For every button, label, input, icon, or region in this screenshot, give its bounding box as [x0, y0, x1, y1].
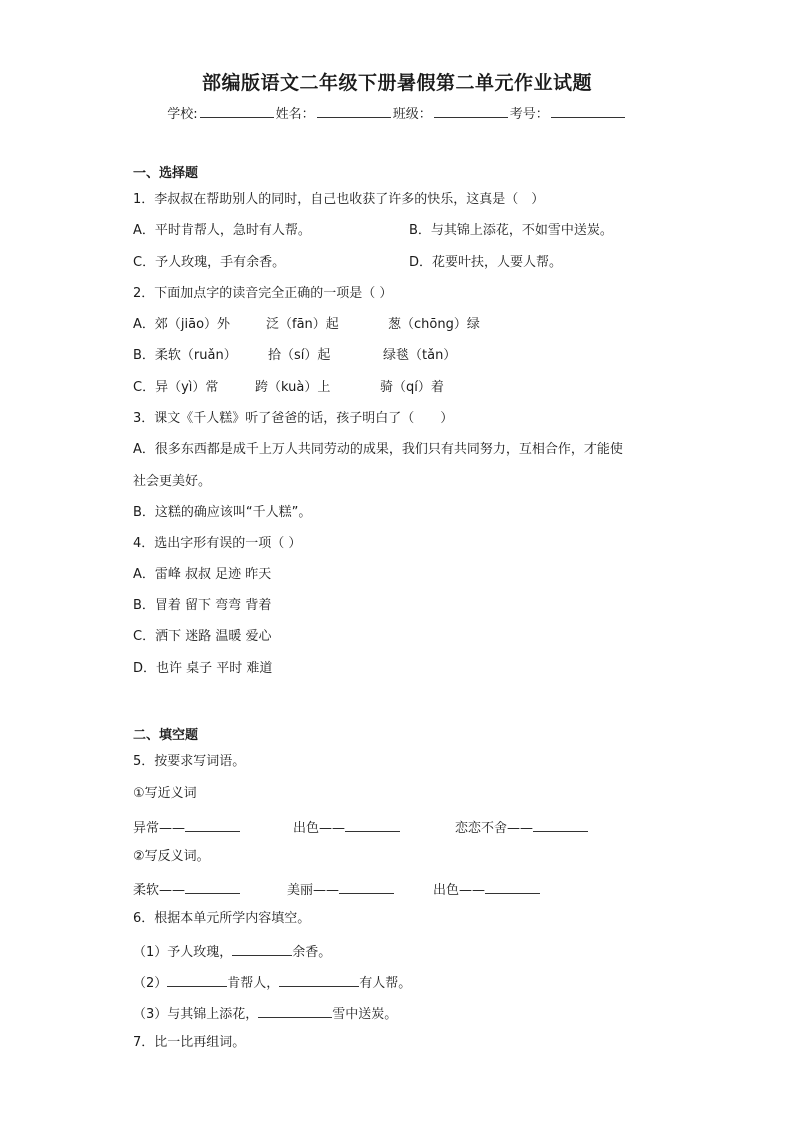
- class-blank[interactable]: [434, 103, 508, 118]
- q6-line-1-text-b: 余香。: [292, 945, 332, 960]
- q7-stem: 7．比一比再组词。: [133, 1035, 246, 1050]
- q5-synonym-3: [455, 817, 588, 838]
- q1-option-a: A．平时肯帮人，急时有人帮。: [133, 223, 311, 238]
- q2-option-b-1: B．柔软（ruǎn）: [133, 348, 237, 363]
- q6-line-3-blank[interactable]: [258, 1003, 332, 1018]
- class-label: 班级：: [392, 107, 432, 122]
- q5-synonym-1: [133, 817, 240, 838]
- q5-antonym-1-label: 柔软——: [133, 883, 186, 898]
- q6-line-1: [133, 941, 331, 962]
- q5-antonym-1-blank[interactable]: [185, 879, 240, 894]
- name-label: 姓名：: [275, 107, 315, 122]
- q5-synonym-2: [293, 817, 400, 838]
- q6-line-1-text-a: （1）予人玫瑰，: [133, 945, 233, 960]
- q2-option-c-3: 骑（qí）着: [380, 380, 444, 395]
- q6-line-3-text-a: （3）与其锦上添花，: [133, 1007, 259, 1022]
- section-heading-fill: 二、填空题: [133, 728, 199, 743]
- q6-line-3-text-b: 雪中送炭。: [332, 1007, 398, 1022]
- q2-option-c-2: 跨（kuà）上: [255, 380, 331, 395]
- q2-option-a-1: A．郊（jiāo）外: [133, 317, 231, 332]
- student-info-row: [0, 103, 794, 122]
- q1-stem: 1．李叔叔在帮助别人的同时，自己也收获了许多的快乐，这真是（ ）: [133, 192, 545, 207]
- name-blank[interactable]: [317, 103, 391, 118]
- page-title: 部编版语文二年级下册暑假第二单元作业试题: [201, 72, 592, 94]
- q1-option-d: D．花要叶扶，人要人帮。: [409, 255, 563, 270]
- q4-option-d: D．也许 桌子 平时 难道: [133, 661, 273, 676]
- q6-line-3: [133, 1003, 397, 1024]
- q5-sub-synonyms: ①写近义词: [133, 786, 197, 801]
- q4-option-b: B．冒着 留下 弯弯 背着: [133, 598, 272, 613]
- q5-antonym-2-blank[interactable]: [339, 879, 394, 894]
- q6-stem: 6．根据本单元所学内容填空。: [133, 911, 311, 926]
- q3-option-a-line1: A．很多东西都是成千上万人共同劳动的成果，我们只有共同努力，互相合作，才能使: [133, 442, 623, 457]
- q5-antonym-3-blank[interactable]: [485, 879, 540, 894]
- q6-line-2-blank-2[interactable]: [279, 972, 359, 987]
- q5-sub-antonyms: ②写反义词。: [133, 849, 210, 864]
- q5-synonym-3-label: 恋恋不舍——: [455, 821, 534, 836]
- q5-antonym-1: [133, 879, 240, 900]
- q5-synonym-1-label: 异常——: [133, 821, 186, 836]
- q6-line-2-text-a: （2）: [133, 976, 168, 991]
- q5-antonym-2: [287, 879, 394, 900]
- q6-line-2: [133, 972, 411, 993]
- q4-option-c: C．洒下 迷路 温暖 爱心: [133, 629, 272, 644]
- q5-synonym-2-label: 出色——: [293, 821, 346, 836]
- section-heading-choice: 一、选择题: [133, 166, 199, 181]
- q6-line-1-blank[interactable]: [232, 941, 292, 956]
- number-blank[interactable]: [551, 103, 625, 118]
- q6-line-2-text-b: 肯帮人，: [227, 976, 280, 991]
- q5-synonym-3-blank[interactable]: [533, 817, 588, 832]
- q2-option-a-3: 葱（chōng）绿: [388, 317, 480, 332]
- q3-option-a-line2: 社会更美好。: [133, 474, 212, 489]
- school-blank[interactable]: [200, 103, 274, 118]
- q1-option-b: B．与其锦上添花，不如雪中送炭。: [409, 223, 613, 238]
- q2-option-b-2: 拾（sí）起: [268, 348, 331, 363]
- q5-antonym-2-label: 美丽——: [287, 883, 340, 898]
- q5-antonym-3-label: 出色——: [433, 883, 486, 898]
- q5-synonym-1-blank[interactable]: [185, 817, 240, 832]
- q4-option-a: A．雷峰 叔叔 足迹 昨天: [133, 567, 272, 582]
- q5-antonym-3: [433, 879, 540, 900]
- q5-stem: 5．按要求写词语。: [133, 754, 246, 769]
- q4-stem: 4．选出字形有误的一项（ ）: [133, 536, 302, 551]
- q2-option-b-3: 绿毯（tǎn）: [383, 348, 457, 363]
- q6-line-2-text-c: 有人帮。: [359, 976, 412, 991]
- q6-line-2-blank-1[interactable]: [167, 972, 227, 987]
- q3-stem: 3．课文《千人糕》听了爸爸的话，孩子明白了（ ）: [133, 411, 454, 426]
- q3-option-b: B．这糕的确应该叫“千人糕”。: [133, 505, 312, 520]
- number-label: 考号：: [509, 107, 549, 122]
- q2-option-c-1: C．异（yì）常: [133, 380, 219, 395]
- q5-synonym-2-blank[interactable]: [345, 817, 400, 832]
- school-label: 学校:: [167, 107, 198, 122]
- q1-option-c: C．予人玫瑰，手有余香。: [133, 255, 286, 270]
- q2-stem: 2．下面加点字的读音完全正确的一项是（ ）: [133, 286, 393, 301]
- q2-option-a-2: 泛（fān）起: [266, 317, 339, 332]
